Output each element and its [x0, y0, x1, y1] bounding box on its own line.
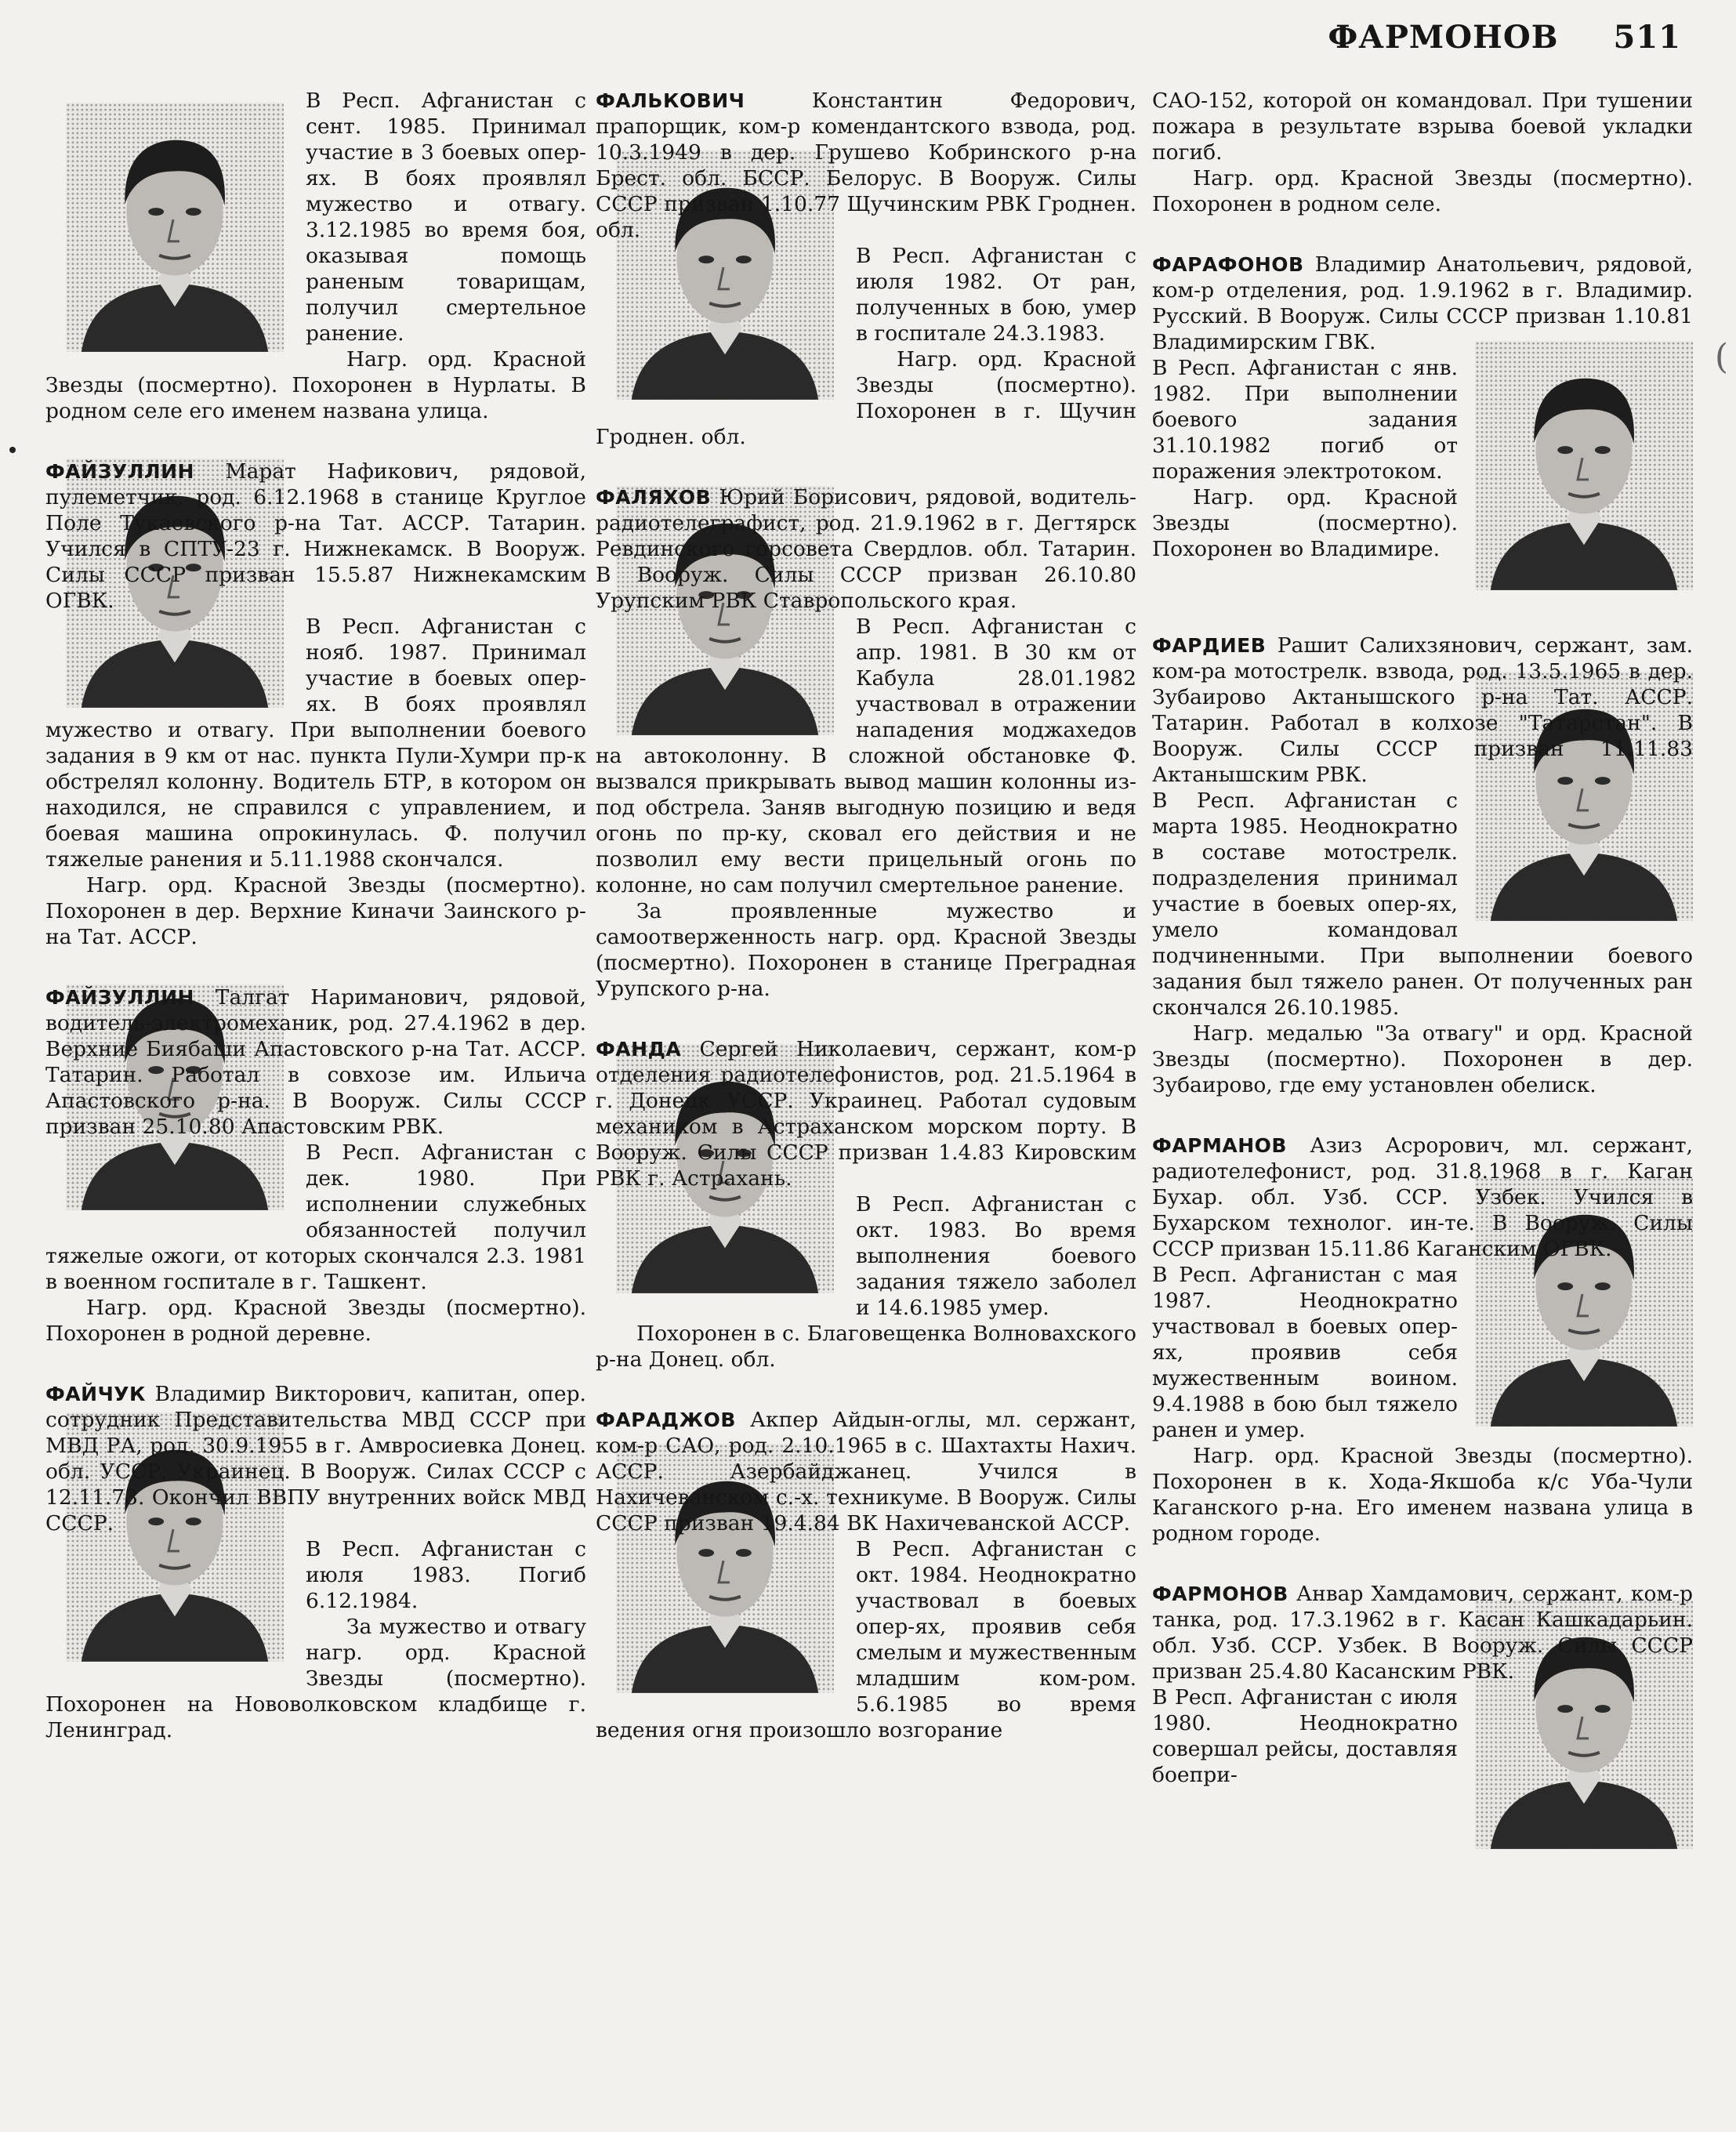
- entry-text: Рашит Салихзянович, сержант, зам. ком-ра мотострелк. взвода, род. 13.5.1965 в дер. Зубаирово Актанышского р-на Тат. АССР. Татарин. Работал в колхозе "Татарстан". В Вооруж. Силы СССР призван 11.11.83 Актанышским РВК.: [1152, 633, 1693, 787]
- header-surname: ФАРМОНОВ: [1328, 19, 1559, 56]
- entry-text: Анвар Хамдамович, сержант, ком-р танка, род. 17.3.1962 в г. Касан Кашкадарьин. обл. Узб. ССР. Узбек. В Вооруж. Силы СССР призван 25.4.80 Касанским РВК.: [1152, 1582, 1693, 1684]
- entry-text: В Респ. Афганистан с июля 1983. Погиб 6.12.1984.: [306, 1537, 586, 1613]
- entry-surname: ФАРМАНОВ: [1152, 1134, 1287, 1157]
- entry-text: Владимир Анатольевич, рядовой, ком-р отделения, род. 1.9.1962 в г. Владимир. Русский. В Вооруж. Силы СССР призван 1.10.81 Владимирским ГВК.: [1152, 252, 1693, 354]
- entry-text: Нагр. медалью "За отвагу" и орд. Красной Звезды (посмертно). Похоронен в дер. Зубаирово, где ему установлен обелиск.: [1152, 1021, 1693, 1097]
- entry: [45, 1381, 586, 1743]
- edge-mark: (: [1714, 337, 1728, 377]
- entry-text: В Респ. Афганистан с сент. 1985. Принимал участие в 3 боевых опер-ях. В боях проявлял мужество и отвагу. 3.12.1985 во время боя, оказывая помощь раненым товарищам, получил смертельное ранение.: [306, 89, 586, 346]
- portrait-icon: [1475, 339, 1693, 592]
- portrait-icon: [66, 94, 284, 361]
- entry-text: В Респ. Афганистан с нояб. 1987. Принимал участие в боевых опер-ях. В боях проявлял мужество и отвагу. При выполнении боевого задания в 9 км от нас. пункта Пули-Хумри пр-к обстрелял колонну. Водитель БТР, в котором он находился, не справился с управлением, и боевая машина опрокинулась. Ф. получил тяжелые ранения и 5.11.1988 скончался.: [45, 615, 586, 872]
- entry-text: В Респ. Афганистан с окт. 1983. Во время выполнения боевого задания тяжело заболел и 14.6.1985 умер.: [856, 1192, 1136, 1320]
- entry-text: Владимир Викторович, капитан, опер. сотрудник Представительства МВД СССР при МВД РА, род. 30.9.1955 в г. Амвросиевка Донец. обл. УССР. Украинец. В Вооруж. Силах СССР с 12.11.73. Окончил ВВПУ внутренних войск МВД СССР.: [45, 1382, 586, 1536]
- entry: [1152, 1133, 1693, 1546]
- entry-text: Нагр. орд. Красной Звезды (посмертно). Похоронен в дер. Верхние Киначи Заинского р-на Тат. АССР.: [45, 873, 586, 949]
- entry-surname: ФАЛЯХОВ: [596, 486, 712, 509]
- entry-surname: ФАЙЗУЛЛИН: [45, 986, 194, 1009]
- entry-text: Похоронен в с. Благовещенка Волновахского р-на Донец. обл.: [596, 1322, 1136, 1372]
- entry-text: В Респ. Афганистан с дек. 1980. При исполнении служебных обязанностей получил тяжелые ожоги, от которых скончался 2.3. 1981 в военном госпитале в г. Ташкент.: [45, 1140, 586, 1294]
- entry-text: Нагр. орд. Красной Звезды (посмертно). Похоронен в Нурлаты. В родном селе его именем названа улица.: [45, 347, 586, 423]
- entry-text: Нагр. орд. Красной Звезды (посмертно). Похоронен во Владимире.: [1152, 485, 1458, 561]
- entry-surname: ФАЙЗУЛЛИН: [45, 460, 194, 483]
- entry-text: Азиз Асрорович, мл. сержант, радиотелефонист, род. 31.8.1968 в г. Каган Бухар. обл. Узб. ССР. Узбек. Учился в Бухарском технолог. ин-те. В Вооруж. Силы СССР призван 15.11.86 Каганским ОГВК.: [1152, 1133, 1693, 1261]
- entry-text: Нагр. орд. Красной Звезды (посмертно). Похоронен в родном селе.: [1152, 166, 1693, 216]
- column-2: [596, 88, 1136, 2094]
- entry-lead: [596, 484, 1136, 614]
- entry-surname: ФАРАДЖОВ: [596, 1409, 736, 1431]
- entry: [1152, 88, 1693, 217]
- entry-lead: [596, 1036, 1136, 1191]
- entry-surname: ФАРМОНОВ: [1152, 1583, 1288, 1605]
- entry-surname: ФАЙЧУК: [45, 1383, 146, 1405]
- page-number: 511: [1613, 19, 1681, 56]
- entry-surname: ФАЛЬКОВИЧ: [596, 89, 745, 112]
- portrait-photo: [1475, 339, 1693, 592]
- column-1: [45, 88, 586, 2094]
- entry-text: В Респ. Афганистан с марта 1985. Неоднократно в составе мотострелк. подразделения принимал участие в боевых опер-ях, умело командовал подчиненными. При выполнении боевого задания был тяжело ранен. От полученных ран скончался 26.10.1985.: [1152, 789, 1693, 1020]
- entry: [1152, 1581, 1693, 1857]
- entry-text: Юрий Борисович, рядовой, водитель-радиотелеграфист, род. 21.9.1962 в г. Дегтярск Ревдинского горсовета Свердлов. обл. Татарин. В Вооруж. Силы СССР призван 26.10.80 Урупским РВК Ставропольского края.: [596, 485, 1136, 613]
- entry-text: В Респ. Афганистан с июля 1980. Неоднократно совершал рейсы, доставляя боепри-: [1152, 1685, 1458, 1787]
- entry-text: В Респ. Афганистан с мая 1987. Неоднократно участвовал в боевых опер-ях, проявив себя мужественным воином. 9.4.1988 в бою был тяжело ранен и умер.: [1152, 1263, 1458, 1442]
- entry-text: Акпер Айдын-оглы, мл. сержант, ком-р САО, род. 2.10.1965 в с. Шахтахты Нахич. АССР. Азербайджанец. Учился в Нахичеванском с.-х. техникуме. В Вооруж. Силы СССР призван 19.4.84 ВК Нахичеванской АССР.: [596, 1408, 1136, 1536]
- entry-text: САО-152, которой он командовал. При тушении пожара в результате взрыва боевой укладки погиб.: [1152, 89, 1693, 165]
- entry: [1152, 252, 1693, 598]
- entry-text: Марат Нафикович, рядовой, пулеметчик, род. 6.12.1968 в станице Круглое Поле Тукаевского р-на Тат. АССР. Татарин. Учился в СПТУ-23 г. Нижнекамск. В Вооруж. Силы СССР призван 15.5.87 Нижнекамским ОГВК.: [45, 459, 586, 613]
- entry-surname: ФАРАФОНОВ: [1152, 253, 1304, 276]
- entry-text: В Респ. Афганистан с июля 1982. От ран, полученных в бою, умер в госпитале 24.3.1983.: [856, 244, 1136, 346]
- entry: [45, 984, 586, 1347]
- entry: [45, 88, 586, 424]
- margin-dot: [9, 447, 16, 453]
- entry-lead: [596, 1407, 1136, 1536]
- entry-text: Константин Федорович, прапорщик, ком-р комендантского взвода, род. 10.3.1949 в дер. Грушево Кобринского р-на Брест. обл. БССР. Белорус. В Вооруж. Силы СССР призван 1.10.77 Щучинским РВК Гроднен. обл.: [596, 89, 1136, 242]
- entry: [45, 459, 586, 950]
- entry: [596, 1036, 1136, 1372]
- entry-text: В Респ. Афганистан с окт. 1984. Неоднократно участвовал в боевых опер-ях, проявив себя смелым и мужественным младшим ком-ром. 5.6.1985 во время ведения огня произошло возгорание: [596, 1537, 1136, 1742]
- entry-surname: ФАРДИЕВ: [1152, 634, 1267, 657]
- entry-text: В Респ. Афганистан с апр. 1981. В 30 км от Кабула 28.01.1982 участвовал в отражении нападения моджахедов на автоколонну. В сложной обстановке Ф. вызвался прикрывать вывод машин колонны из-под обстрела. Заняв выгодную позицию и ведя огонь по пр-ку, сковал его действия и не позволил ему вести прицельный огонь по колонне, но сам получил смертельное ранение.: [596, 615, 1136, 897]
- entry-surname: ФАНДА: [596, 1038, 682, 1061]
- entry-text: Сергей Николаевич, сержант, ком-р отделения радиотелефонистов, род. 21.5.1964 в г. Донецк УССР. Украинец. Работал судовым механиком в Астраханском морском порту. В Вооруж. Силы СССР призван 1.4.83 Кировским РВК г. Астрахань.: [596, 1037, 1136, 1191]
- running-header: [1328, 19, 1681, 56]
- entry: [596, 484, 1136, 1002]
- entry: [596, 88, 1136, 450]
- entry-text: Нагр. орд. Красной Звезды (посмертно). Похоронен в г. Щучин Гроднен. обл.: [596, 347, 1136, 449]
- entry: [1152, 633, 1693, 1098]
- entry-text: За проявленные мужество и самоотверженность нагр. орд. Красной Звезды (посмертно). Похоронен в станице Преградная Урупского р-на.: [596, 899, 1136, 1001]
- entry-text: Талгат Нариманович, рядовой, водитель-электромеханик, род. 27.4.1962 в дер. Верхние Биябаши Апастовского р-на Тат. АССР. Татарин. Работал в совхозе им. Ильича Апастовского р-на. В Вооруж. Силы СССР призван 25.10.80 Апастовским РВК.: [45, 985, 586, 1139]
- column-3: [1152, 88, 1693, 2094]
- entry-text: В Респ. Афганистан с янв. 1982. При выполнении боевого задания 31.10.1982 погиб от поражения электротоком.: [1152, 356, 1458, 484]
- entry: [596, 1407, 1136, 1743]
- entry-text: Нагр. орд. Красной Звезды (посмертно). Похоронен в к. Хода-Якшоба к/с Уба-Чули Каганского р-на. Его именем названа улица в родном городе.: [1152, 1444, 1693, 1546]
- entry-text: Нагр. орд. Красной Звезды (посмертно). Похоронен в родной деревне.: [45, 1296, 586, 1346]
- entry-lead: [45, 984, 586, 1140]
- entry-text: За мужество и отвагу нагр. орд. Красной Звезды (посмертно). Похоронен на Нововолковском кладбище г. Ленинград.: [45, 1615, 586, 1742]
- portrait-photo: [66, 94, 284, 361]
